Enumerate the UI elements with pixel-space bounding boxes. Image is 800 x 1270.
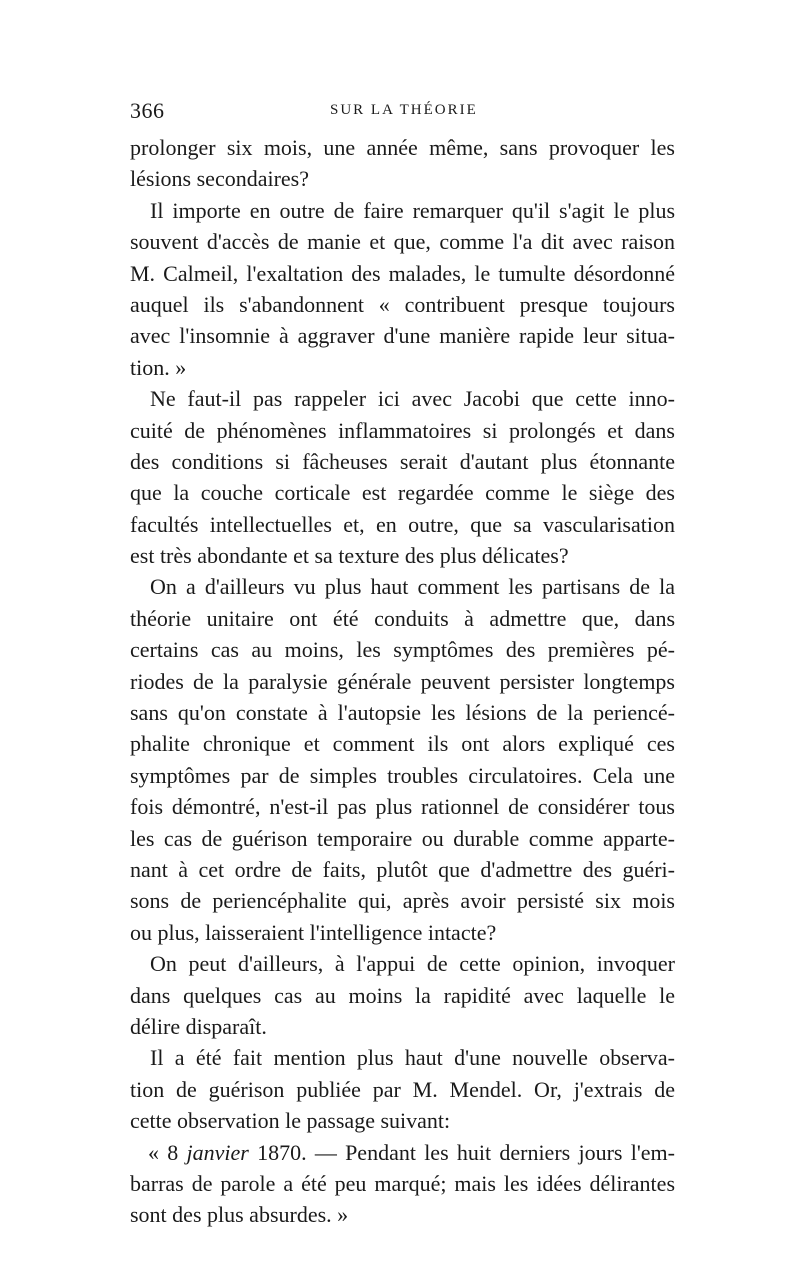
text-line: tion de guérison publiée par M. Mendel. Or, j'extrais de (130, 1076, 675, 1102)
text-line: souvent d'accès de manie et que, comme l'a dit avec raison (130, 229, 675, 255)
text-line: M. Calmeil, l'exaltation des malades, le tumulte désordonné (130, 260, 675, 286)
page-number: 366 (130, 98, 165, 123)
body-text (130, 132, 675, 1231)
text-line: auquel ils s'abandonnent « contribuent presque toujours (130, 291, 675, 317)
text-line: Il importe en outre de faire remarquer qu'il s'agit le plus (150, 197, 675, 223)
text-line: On peut d'ailleurs, à l'appui de cette opinion, invoquer (150, 951, 675, 977)
text-line: théorie unitaire ont été conduits à admettre que, dans (130, 605, 675, 631)
text-line: des conditions si fâcheuses serait d'autant plus étonnante (130, 448, 675, 474)
text-line: tion. » (130, 354, 187, 380)
text-line: lésions secondaires? (130, 166, 309, 192)
text-line: nant à cet ordre de faits, plutôt que d'admettre des guéri- (130, 856, 675, 882)
text-line: cuité de phénomènes inflammatoires si prolongés et dans (130, 417, 675, 443)
text-line: riodes de la paralysie générale peuvent persister longtemps (130, 668, 675, 694)
text-line: facultés intellectuelles et, en outre, que sa vascularisation (130, 511, 675, 537)
text-line: prolonger six mois, une année même, sans provoquer les (130, 135, 675, 160)
text-line: Il a été fait mention plus haut d'une nouvelle observa- (150, 1045, 675, 1071)
text-line: cette observation le passage suivant: (130, 1108, 451, 1134)
text-line: sont des plus absurdes. » (130, 1202, 349, 1228)
text-line: délire disparaît. (130, 1013, 267, 1039)
italic-date-word: janvier (186, 1139, 249, 1165)
quoted-line-text: 8 janvier 1870. — Pendant les huit derniers jours l'em- (167, 1139, 675, 1165)
quoted-date-line (130, 1137, 675, 1168)
text-line: dans quelques cas au moins la rapidité avec laquelle le (130, 982, 675, 1008)
text-line: symptômes par de simples troubles circulatoires. Cela une (130, 762, 675, 788)
page-header (130, 98, 675, 128)
running-head: SUR LA THÉORIE (330, 102, 478, 118)
text-line: certains cas au moins, les symptômes des premières pé- (130, 637, 675, 663)
quote-mark: « (148, 1139, 159, 1165)
text-line: avec l'insomnie à aggraver d'une manière rapide leur situa- (130, 323, 675, 349)
text-line: sons de periencéphalite qui, après avoir persisté six mois (130, 888, 675, 914)
text-line: fois démontré, n'est-il pas plus rationnel de considérer tous (130, 794, 675, 820)
text-line: les cas de guérison temporaire ou durable comme apparte- (130, 825, 675, 851)
text-line: sans qu'on constate à l'autopsie les lésions de la periencé- (130, 700, 675, 726)
text-line: ou plus, laisseraient l'intelligence intacte? (130, 919, 497, 945)
text-line: On a d'ailleurs vu plus haut comment les partisans de la (150, 574, 675, 600)
text-line: est très abondante et sa texture des plus délicates? (130, 543, 569, 569)
text-line: Ne faut-il pas rappeler ici avec Jacobi que cette inno- (150, 386, 675, 412)
text-line: barras de parole a été peu marqué; mais les idées délirantes (130, 1170, 675, 1196)
text-line: que la couche corticale est regardée comme le siège des (130, 480, 675, 506)
text-line: phalite chronique et comment ils ont alors expliqué ces (130, 731, 675, 757)
